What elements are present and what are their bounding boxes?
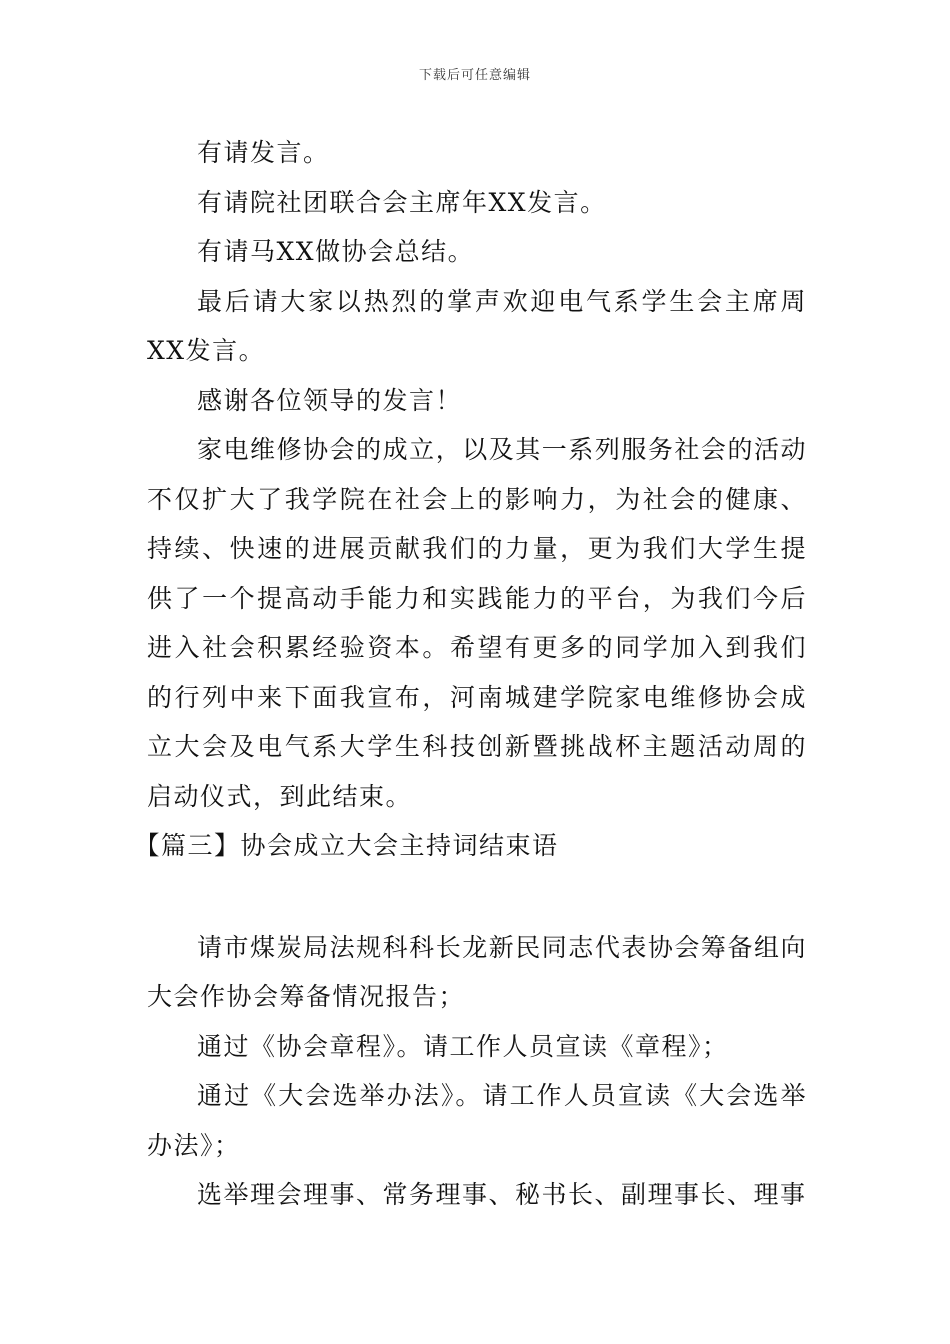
page-header: 下载后可任意编辑	[418, 68, 531, 83]
paragraph: 选举理会理事、常务理事、秘书长、副理事长、理事	[197, 1180, 807, 1209]
paragraph: 感谢各位领导的发言！	[197, 385, 463, 415]
blank-line	[147, 871, 807, 923]
section-heading: 【篇三】协会成立大会主持词结束语	[134, 831, 559, 860]
paragraph: 通过《协会章程》。请工作人员宣读《章程》；	[197, 1031, 729, 1061]
paragraph: 通过《大会选举办法》。请工作人员宣读《大会选举办法》；	[147, 1081, 807, 1160]
paragraph: 最后请大家以热烈的掌声欢迎电气系学生会主席周XX发言。	[147, 286, 807, 365]
paragraph: 有请发言。	[197, 138, 330, 167]
paragraph: 请市煤炭局法规科科长龙新民同志代表协会筹备组向大会作协会筹备情况报告；	[147, 932, 807, 1011]
paragraph: 有请院社团联合会主席年XX发言。	[197, 187, 607, 217]
document-body	[134, 128, 807, 1220]
paragraph: 有请马XX做协会总结。	[197, 237, 475, 266]
paragraph: 家电维修协会的成立，以及其一系列服务社会的活动不仅扩大了我学院在社会上的影响力，为社会的健康、持续、快速的进展贡献我们的力量，更为我们大学生提供了一个提高动手能力和实践能力的平台，为我们今后进入社会积累经验资本。希望有更多的同学加入到我们的行列中来下面我宣布，河南城建学院家电维修协会成立大会及电气系大学生科技创新暨挑战杯主题活动周的启动仪式，到此结束。	[147, 435, 807, 811]
